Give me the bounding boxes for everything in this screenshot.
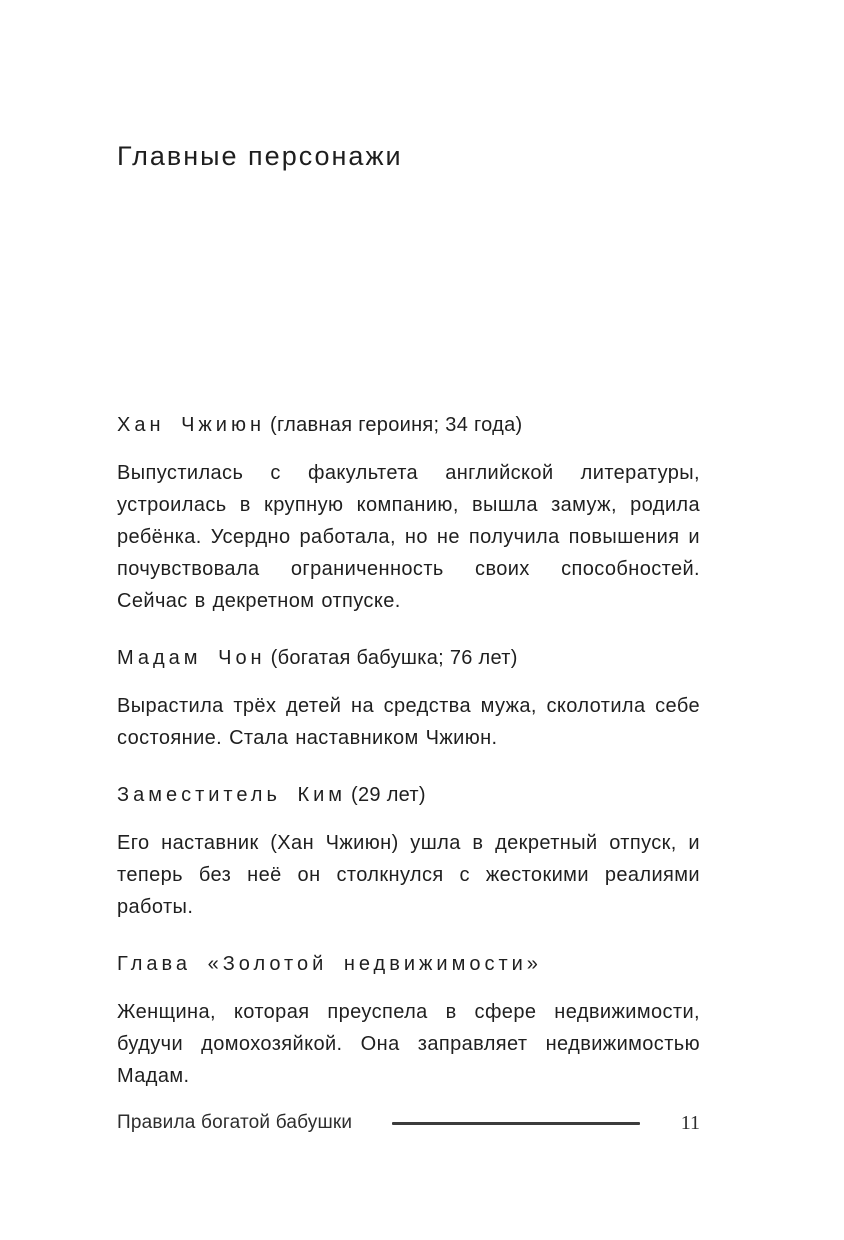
character-name: Глава «Золотой недвижимости» [117,953,542,975]
character-details: (29 лет) [351,784,426,806]
page-footer [117,1108,700,1138]
characters-list [117,411,700,1092]
page-title: Главные персонажи [117,141,403,171]
character-section [117,411,700,617]
character-section [117,644,700,754]
character-section [117,950,700,1092]
character-name: Хан Чжиюн [117,414,265,436]
character-heading [117,411,700,439]
character-details: (главная героиня; 34 года) [270,414,523,436]
character-description: Его наставник (Хан Чжиюн) ушла в декретный отпуск, и теперь без неё он столкнулся с жестокими реалиями работы. [117,832,700,918]
character-description: Выпустилась с факультета английской литературы, устроилась в крупную компанию, вышла замуж, родила ребёнка. Усердно работала, но не получила повышения и почувствовала ограниченность своих способностей. Сейчас в декретном отпуске. [117,462,700,612]
character-heading [117,644,700,672]
character-details: (богатая бабушка; 76 лет) [270,647,518,669]
footer-page-number: 11 [680,1111,700,1134]
character-section [117,781,700,923]
character-description: Вырастила трёх детей на средства мужа, сколотила себе состояние. Стала наставником Чжиюн. [117,695,700,749]
character-name: Заместитель Ким [117,784,347,806]
character-heading [117,950,700,978]
character-description: Женщина, которая преуспела в сфере недвижимости, будучи домохозяйкой. Она заправляет недвижимостью Мадам. [117,1001,700,1087]
footer-divider-line [392,1122,640,1125]
character-heading [117,781,700,809]
footer-book-title: Правила богатой бабушки [117,1112,353,1133]
character-name: Мадам Чон [117,647,266,669]
